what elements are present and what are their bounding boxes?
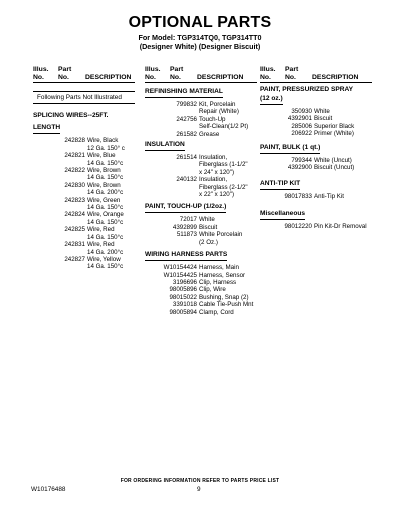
- part-row: [260, 130, 372, 137]
- header-part: Part: [285, 66, 299, 73]
- part-description: Wire, Brown 14 Ga. 150°c: [87, 167, 124, 182]
- column-header: [33, 66, 135, 83]
- part-description: Grease: [199, 130, 220, 138]
- section-wiring-harness: WIRING HARNESS PARTS: [145, 251, 227, 261]
- part-number: 242831: [64, 241, 85, 249]
- column-header: [260, 66, 372, 83]
- part-row: [145, 309, 257, 316]
- section-splicing-wires: [33, 112, 108, 121]
- column-header: [145, 66, 257, 83]
- part-number: 261582: [176, 130, 197, 138]
- part-number: 242828: [64, 137, 85, 145]
- part-row: [260, 164, 372, 171]
- section-insulation: INSULATION: [145, 141, 185, 151]
- part-number: 242821: [64, 152, 85, 160]
- column-3: [260, 66, 372, 230]
- part-row: [33, 167, 135, 182]
- document-number: W10176488: [31, 486, 66, 493]
- section-title-line-1: PAINT, PRESSURIZED SPRAY: [260, 86, 354, 93]
- part-row: [145, 101, 257, 116]
- header-illus: Illus.: [145, 66, 161, 73]
- parts-list: [260, 223, 372, 230]
- part-description: Insulation, Fiberglass (2-1/2" x 22" x 120"): [199, 176, 248, 199]
- model-info: [0, 33, 400, 51]
- part-description: Kit, Porcelain Repair (White): [199, 101, 239, 116]
- part-description: Wire, Red 14 Ga. 200°c: [87, 241, 124, 256]
- parts-list: [145, 264, 257, 316]
- section-miscellaneous: Miscellaneous: [260, 210, 305, 220]
- part-row: [145, 294, 257, 301]
- header-illus: Illus.: [33, 66, 49, 73]
- not-illustrated-note: Following Parts Not Illustrated: [33, 91, 135, 104]
- part-row: [33, 182, 135, 197]
- part-row: [145, 231, 257, 246]
- part-description: Touch-Up Self-Clean(1/2 Pt): [199, 115, 249, 131]
- part-row: [260, 193, 372, 200]
- part-number: 4392901: [287, 115, 312, 123]
- part-row: [145, 154, 257, 176]
- part-row: [145, 301, 257, 308]
- header-part-no: No.: [170, 74, 181, 81]
- part-description: White: [199, 216, 215, 224]
- part-description: Superior Black: [314, 122, 355, 130]
- part-description: Wire, Black 12 Ga. 150° c: [87, 137, 125, 152]
- part-description: Biscuit (Uncut): [314, 164, 355, 172]
- header-part-no: No.: [285, 74, 296, 81]
- part-number: 799344: [291, 156, 312, 164]
- ordering-info-footer: FOR ORDERING INFORMATION REFER TO PARTS PRICE LIST: [120, 478, 280, 484]
- part-description: Wire, Orange 14 Ga. 150°c: [87, 211, 124, 226]
- parts-list: [260, 157, 372, 172]
- parts-list: [145, 101, 257, 138]
- part-number: 4392899: [172, 223, 197, 231]
- part-number: 242827: [64, 255, 85, 263]
- part-description: Clip, Harness: [199, 278, 237, 286]
- parts-list: [33, 137, 135, 270]
- part-number: 242830: [64, 181, 85, 189]
- part-row: [145, 224, 257, 231]
- part-description: Clip, Wire: [199, 286, 226, 294]
- header-no: No.: [33, 74, 44, 81]
- part-number: 242822: [64, 167, 85, 175]
- part-description: Bushing, Snap (2): [199, 293, 249, 301]
- part-number: 511873: [176, 231, 197, 239]
- part-row: [260, 108, 372, 115]
- part-row: [33, 137, 135, 152]
- part-row: [145, 216, 257, 223]
- part-number: 242823: [64, 196, 85, 204]
- model-line-2: (Designer White) (Designer Biscuit): [139, 42, 261, 51]
- part-number: 206922: [291, 130, 312, 138]
- part-number: 98012220: [284, 222, 312, 230]
- parts-list: [145, 154, 257, 198]
- part-row: [33, 226, 135, 241]
- section-title-line-1: SPLICING WIRES--25FT.: [33, 112, 109, 120]
- part-row: [145, 131, 257, 138]
- part-number: 350930: [291, 108, 312, 115]
- part-description: White (Uncut): [314, 156, 352, 164]
- part-row: [33, 197, 135, 212]
- section-title-line-2: LENGTH: [33, 124, 60, 134]
- header-part: Part: [170, 66, 184, 73]
- part-number: W10154425: [163, 271, 197, 279]
- page-number: 9: [197, 486, 201, 493]
- part-row: [145, 176, 257, 198]
- part-number: 98005894: [169, 308, 197, 316]
- part-number: 242756: [176, 115, 197, 123]
- part-description: Wire, Blue 14 Ga. 150°c: [87, 152, 124, 167]
- page-title: OPTIONAL PARTS: [128, 14, 272, 31]
- part-number: 98005896: [169, 286, 197, 294]
- column-1: [33, 66, 135, 271]
- part-row: [145, 279, 257, 286]
- part-row: [260, 157, 372, 164]
- section-title-line-2: (12 oz.): [260, 95, 283, 105]
- part-description: Pin Kit-Dr Removal: [314, 222, 367, 230]
- part-description: Harness, Main: [199, 264, 239, 272]
- part-description: Biscuit: [199, 223, 218, 231]
- part-number: 285006: [291, 122, 312, 130]
- part-description: Primer (White): [314, 130, 354, 138]
- part-row: [33, 241, 135, 256]
- part-row: [33, 211, 135, 226]
- part-number: 72017: [179, 216, 197, 224]
- section-paint-touchup: PAINT, TOUCH-UP (1/2oz.): [145, 203, 226, 213]
- part-description: Wire, Brown 14 Ga. 200°c: [87, 181, 124, 197]
- part-number: 4392900: [287, 164, 312, 172]
- section-anti-tip-kit: ANTI-TIP KIT: [260, 180, 300, 190]
- part-row: [145, 286, 257, 293]
- part-row: [260, 115, 372, 122]
- part-row: [260, 223, 372, 230]
- part-description: Biscuit: [314, 115, 333, 123]
- part-row: [33, 152, 135, 167]
- part-row: [145, 116, 257, 131]
- header-part-no: No.: [58, 74, 69, 81]
- part-description: Wire, Red 14 Ga. 150°c: [87, 226, 124, 241]
- parts-list: [260, 193, 372, 200]
- header-description: DESCRIPTION: [85, 74, 132, 81]
- part-number: 261514: [176, 154, 197, 162]
- part-number: 242824: [64, 211, 85, 219]
- part-description: Harness, Sensor: [199, 271, 246, 279]
- column-2: [145, 66, 257, 316]
- header-no: No.: [260, 74, 271, 81]
- part-number: 3196696: [172, 278, 197, 286]
- header-description: DESCRIPTION: [197, 74, 244, 81]
- part-number: 240132: [176, 176, 197, 184]
- part-description: White Porcelain (2 Oz.): [199, 231, 243, 246]
- part-number: 3391018: [172, 301, 197, 309]
- part-description: Insulation, Fiberglass (1-1/2" x 24" x 120"): [199, 154, 248, 176]
- part-row: [145, 272, 257, 279]
- header-description: DESCRIPTION: [312, 74, 359, 81]
- header-no: No.: [145, 74, 156, 81]
- part-number: 98015022: [169, 293, 197, 301]
- part-number: 242825: [64, 226, 85, 234]
- part-row: [260, 123, 372, 130]
- part-description: Anti-Tip Kit: [314, 193, 345, 201]
- part-description: Wire, Yellow 14 Ga. 150°c: [87, 255, 124, 271]
- section-refinishing: REFINISHING MATERIAL: [145, 88, 223, 98]
- section-pressurized-spray: [260, 86, 353, 95]
- part-number: W10154424: [163, 264, 197, 272]
- section-paint-bulk: PAINT, BULK (1 qt.): [260, 144, 320, 154]
- part-row: [145, 264, 257, 271]
- header-part: Part: [58, 66, 72, 73]
- part-row: [33, 256, 135, 271]
- model-line-1: For Model: TGP314TQ0, TGP314TT0: [138, 33, 262, 42]
- parts-list: [260, 108, 372, 138]
- parts-list: [145, 216, 257, 246]
- part-description: Cable Tie-Push Mnt: [199, 301, 254, 309]
- part-number: 799832: [176, 101, 197, 108]
- part-number: 98017833: [284, 193, 312, 201]
- header-illus: Illus.: [260, 66, 276, 73]
- part-description: Clamp, Cord: [199, 308, 234, 316]
- part-description: Wire, Green 14 Ga. 150°c: [87, 196, 124, 212]
- part-description: White: [314, 108, 330, 115]
